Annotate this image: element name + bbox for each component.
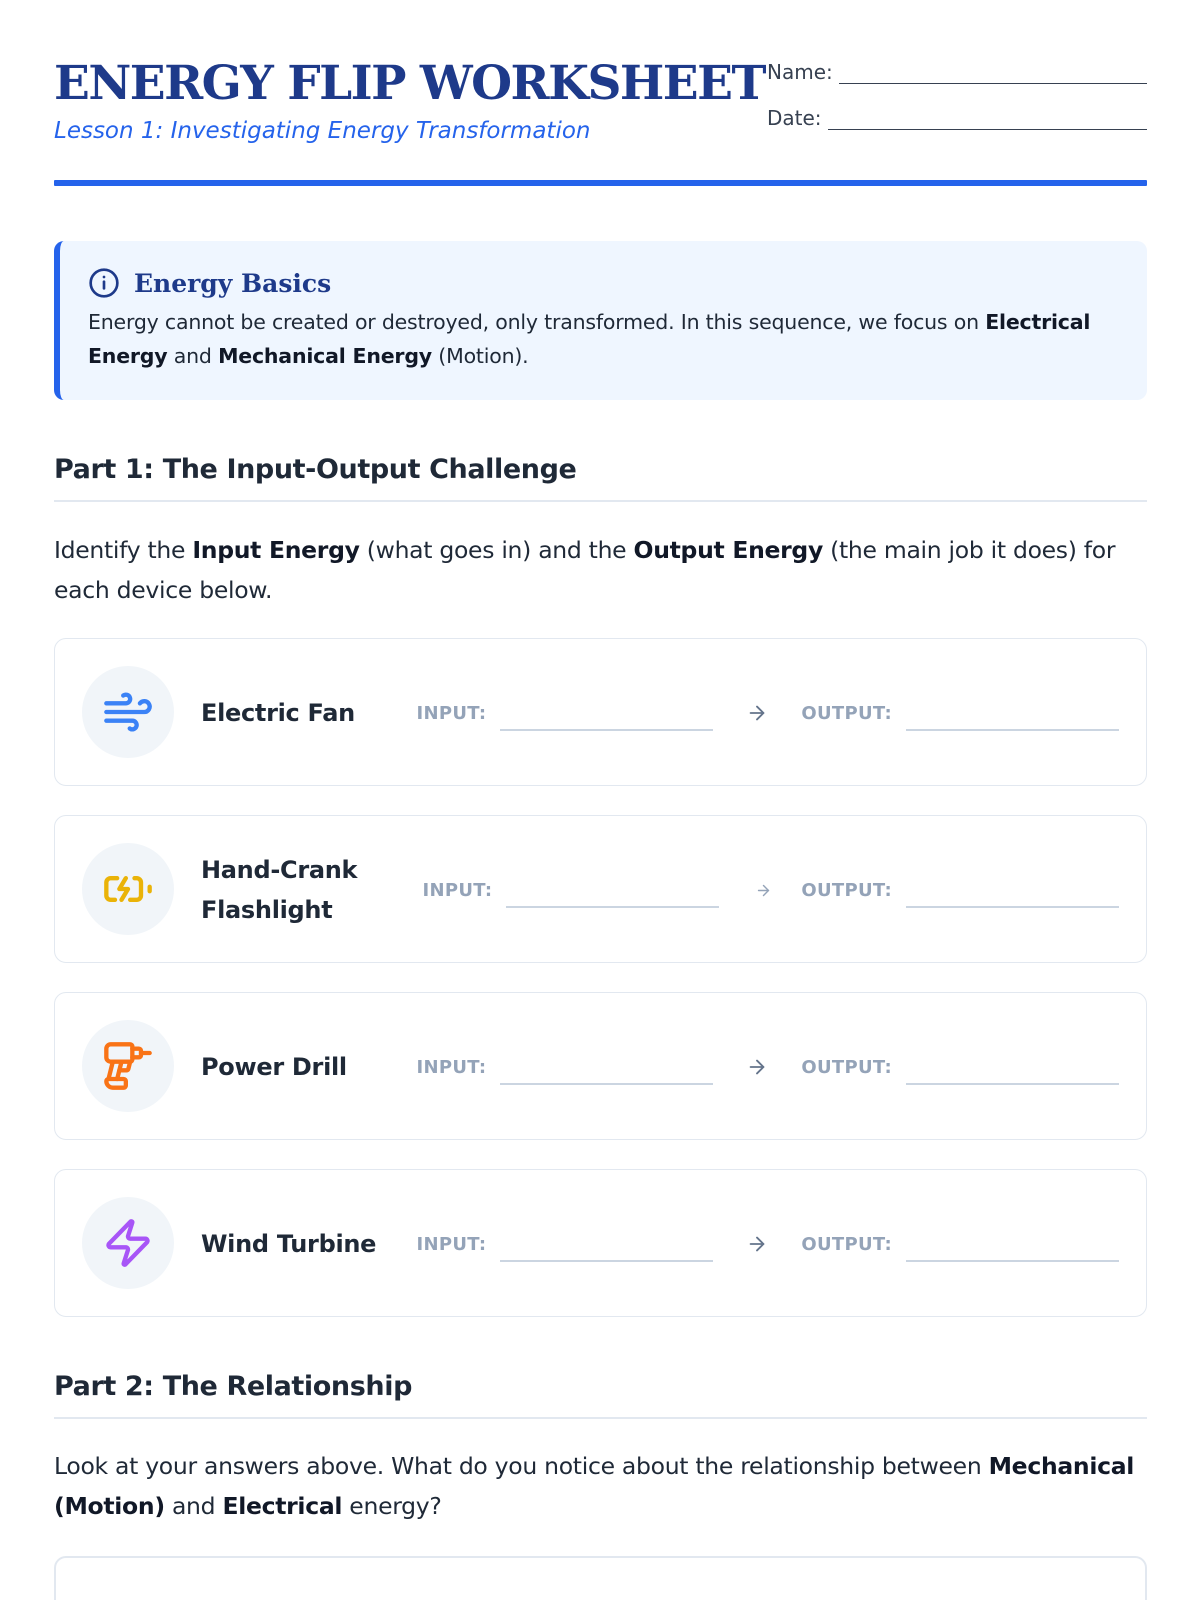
input-answer-field[interactable] [500, 1232, 713, 1262]
output-label: OUTPUT: [801, 1056, 892, 1078]
worksheet-page [54, 0, 1147, 1600]
input-answer-field[interactable] [500, 1055, 713, 1085]
part1-bold-input: Input Energy [192, 536, 360, 564]
input-answer-field[interactable] [506, 878, 719, 908]
arrow-right-icon [743, 882, 783, 899]
part1-text: (the main job it does) for each device below. [54, 536, 1116, 604]
input-answer-field[interactable] [500, 701, 713, 731]
name-field[interactable] [839, 64, 1147, 84]
callout-text-part: Energy cannot be created or destroyed, only transformed. In this sequence, we focus on [88, 310, 986, 334]
arrow-right-icon [731, 1056, 783, 1078]
energy-flow [417, 639, 1119, 787]
device-card-wind-turbine [54, 1169, 1147, 1317]
device-name: Hand-Crank Flashlight [201, 856, 358, 924]
wind-icon [102, 686, 154, 738]
info-circle-icon [88, 267, 120, 299]
device-icon-badge [82, 843, 174, 935]
output-label: OUTPUT: [801, 879, 892, 901]
date-field[interactable] [828, 110, 1147, 130]
callout-text-part: (Motion). [431, 344, 529, 368]
output-answer-field[interactable] [906, 1232, 1119, 1262]
device-name: Wind Turbine [201, 1230, 377, 1258]
part1-text: Identify the [54, 536, 193, 564]
arrow-right-icon [731, 702, 783, 724]
output-label: OUTPUT: [801, 702, 892, 724]
output-answer-field[interactable] [906, 878, 1119, 908]
part1-heading [54, 454, 1147, 502]
battery-charging-icon [102, 863, 154, 915]
date-row [767, 102, 1147, 130]
zap-icon [102, 1217, 154, 1269]
input-label: INPUT: [416, 702, 487, 724]
output-answer-field[interactable] [906, 1055, 1119, 1085]
part1-heading-text: Part 1: The Input-Output Challenge [54, 454, 577, 485]
header-divider [54, 180, 1147, 186]
callout-bold-mechanical: Mechanical Energy [218, 344, 432, 368]
output-label: OUTPUT: [801, 1233, 892, 1255]
energy-basics-callout [54, 241, 1147, 400]
date-label: Date: [767, 106, 822, 130]
page-subtitle: Lesson 1: Investigating Energy Transformation [54, 118, 591, 144]
input-label: INPUT: [416, 1056, 487, 1078]
output-answer-field[interactable] [906, 701, 1119, 731]
callout-header [88, 265, 1119, 301]
device-card-hand-crank-flashlight [54, 815, 1147, 963]
part1-text: (what goes in) and the [359, 536, 634, 564]
input-label: INPUT: [422, 879, 493, 901]
input-label: INPUT: [416, 1233, 487, 1255]
energy-flow [417, 993, 1119, 1141]
energy-flow [423, 816, 1119, 964]
callout-text [88, 305, 1119, 373]
part2-bold-mechanical: Mechanical (Motion) [54, 1452, 1135, 1520]
part2-heading-text: Part 2: The Relationship [54, 1371, 413, 1402]
device-name: Power Drill [201, 1053, 347, 1081]
device-icon-badge [82, 1197, 174, 1289]
part2-text: and [164, 1492, 223, 1520]
part2-instructions [54, 1446, 1147, 1526]
part2-text: energy? [342, 1492, 442, 1520]
energy-flow [417, 1170, 1119, 1318]
part2-text: Look at your answers above. What do you notice about the relationship between [54, 1452, 989, 1480]
relationship-answer-box[interactable] [54, 1556, 1147, 1600]
device-card-power-drill [54, 992, 1147, 1140]
arrow-right-icon [731, 1233, 783, 1255]
device-icon-badge [82, 666, 174, 758]
page-title: ENERGY FLIP WORKSHEET [54, 56, 765, 111]
device-card-electric-fan [54, 638, 1147, 786]
callout-text-part: and [167, 344, 219, 368]
part2-bold-electrical: Electrical [222, 1492, 343, 1520]
drill-icon [102, 1040, 154, 1092]
part2-heading [54, 1371, 1147, 1419]
callout-bold-electrical: Electrical Energy [88, 310, 1091, 368]
name-row [767, 56, 1147, 84]
student-info [767, 56, 1147, 148]
name-label: Name: [767, 60, 833, 84]
part1-bold-output: Output Energy [633, 536, 823, 564]
device-icon-badge [82, 1020, 174, 1112]
part1-instructions [54, 530, 1147, 610]
callout-title: Energy Basics [134, 268, 332, 298]
worksheet-header [54, 52, 1147, 186]
device-name: Electric Fan [201, 699, 355, 727]
